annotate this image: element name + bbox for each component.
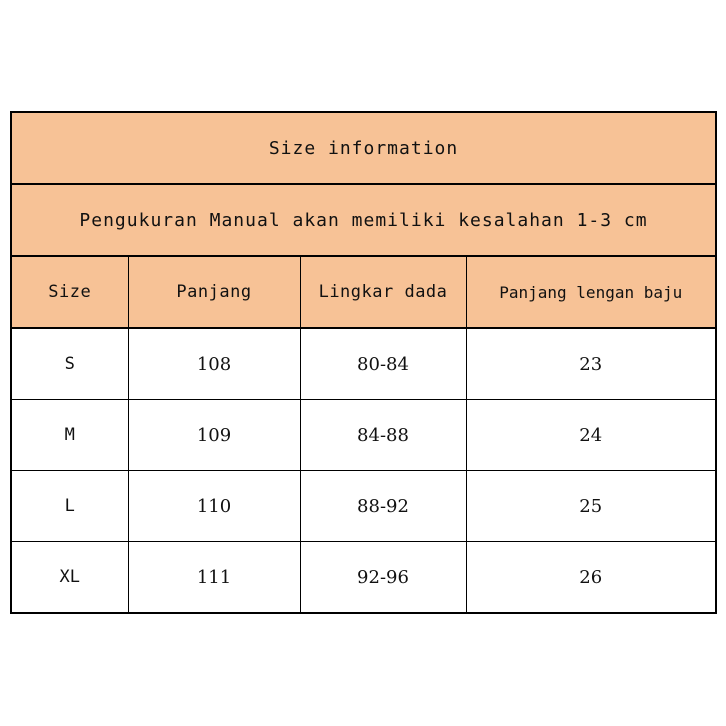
size-cell: XL [11,542,128,614]
table-row [11,328,716,400]
length-cell: 109 [128,400,300,471]
chest-cell: 88-92 [300,471,466,542]
column-header-chest: Lingkar dada [300,256,466,328]
table-row [11,400,716,471]
sleeve-length-cell: 23 [466,328,716,400]
size-chart-table [10,111,717,614]
table-row [11,542,716,614]
chest-cell: 80-84 [300,328,466,400]
column-header-size: Size [11,256,128,328]
sleeve-length-cell: 26 [466,542,716,614]
table-row [11,471,716,542]
column-header-row [11,256,716,328]
chest-cell: 84-88 [300,400,466,471]
length-cell: 108 [128,328,300,400]
column-header-sleeve-length: Panjang lengan baju [466,256,716,328]
chest-cell: 92-96 [300,542,466,614]
size-cell: L [11,471,128,542]
column-header-length: Panjang [128,256,300,328]
sleeve-length-cell: 25 [466,471,716,542]
table-title: Size information [11,112,716,184]
title-row [11,112,716,184]
length-cell: 110 [128,471,300,542]
sleeve-length-cell: 24 [466,400,716,471]
measurement-note: Pengukuran Manual akan memiliki kesalahan 1-3 cm [11,184,716,256]
size-cell: M [11,400,128,471]
size-cell: S [11,328,128,400]
note-row [11,184,716,256]
length-cell: 111 [128,542,300,614]
